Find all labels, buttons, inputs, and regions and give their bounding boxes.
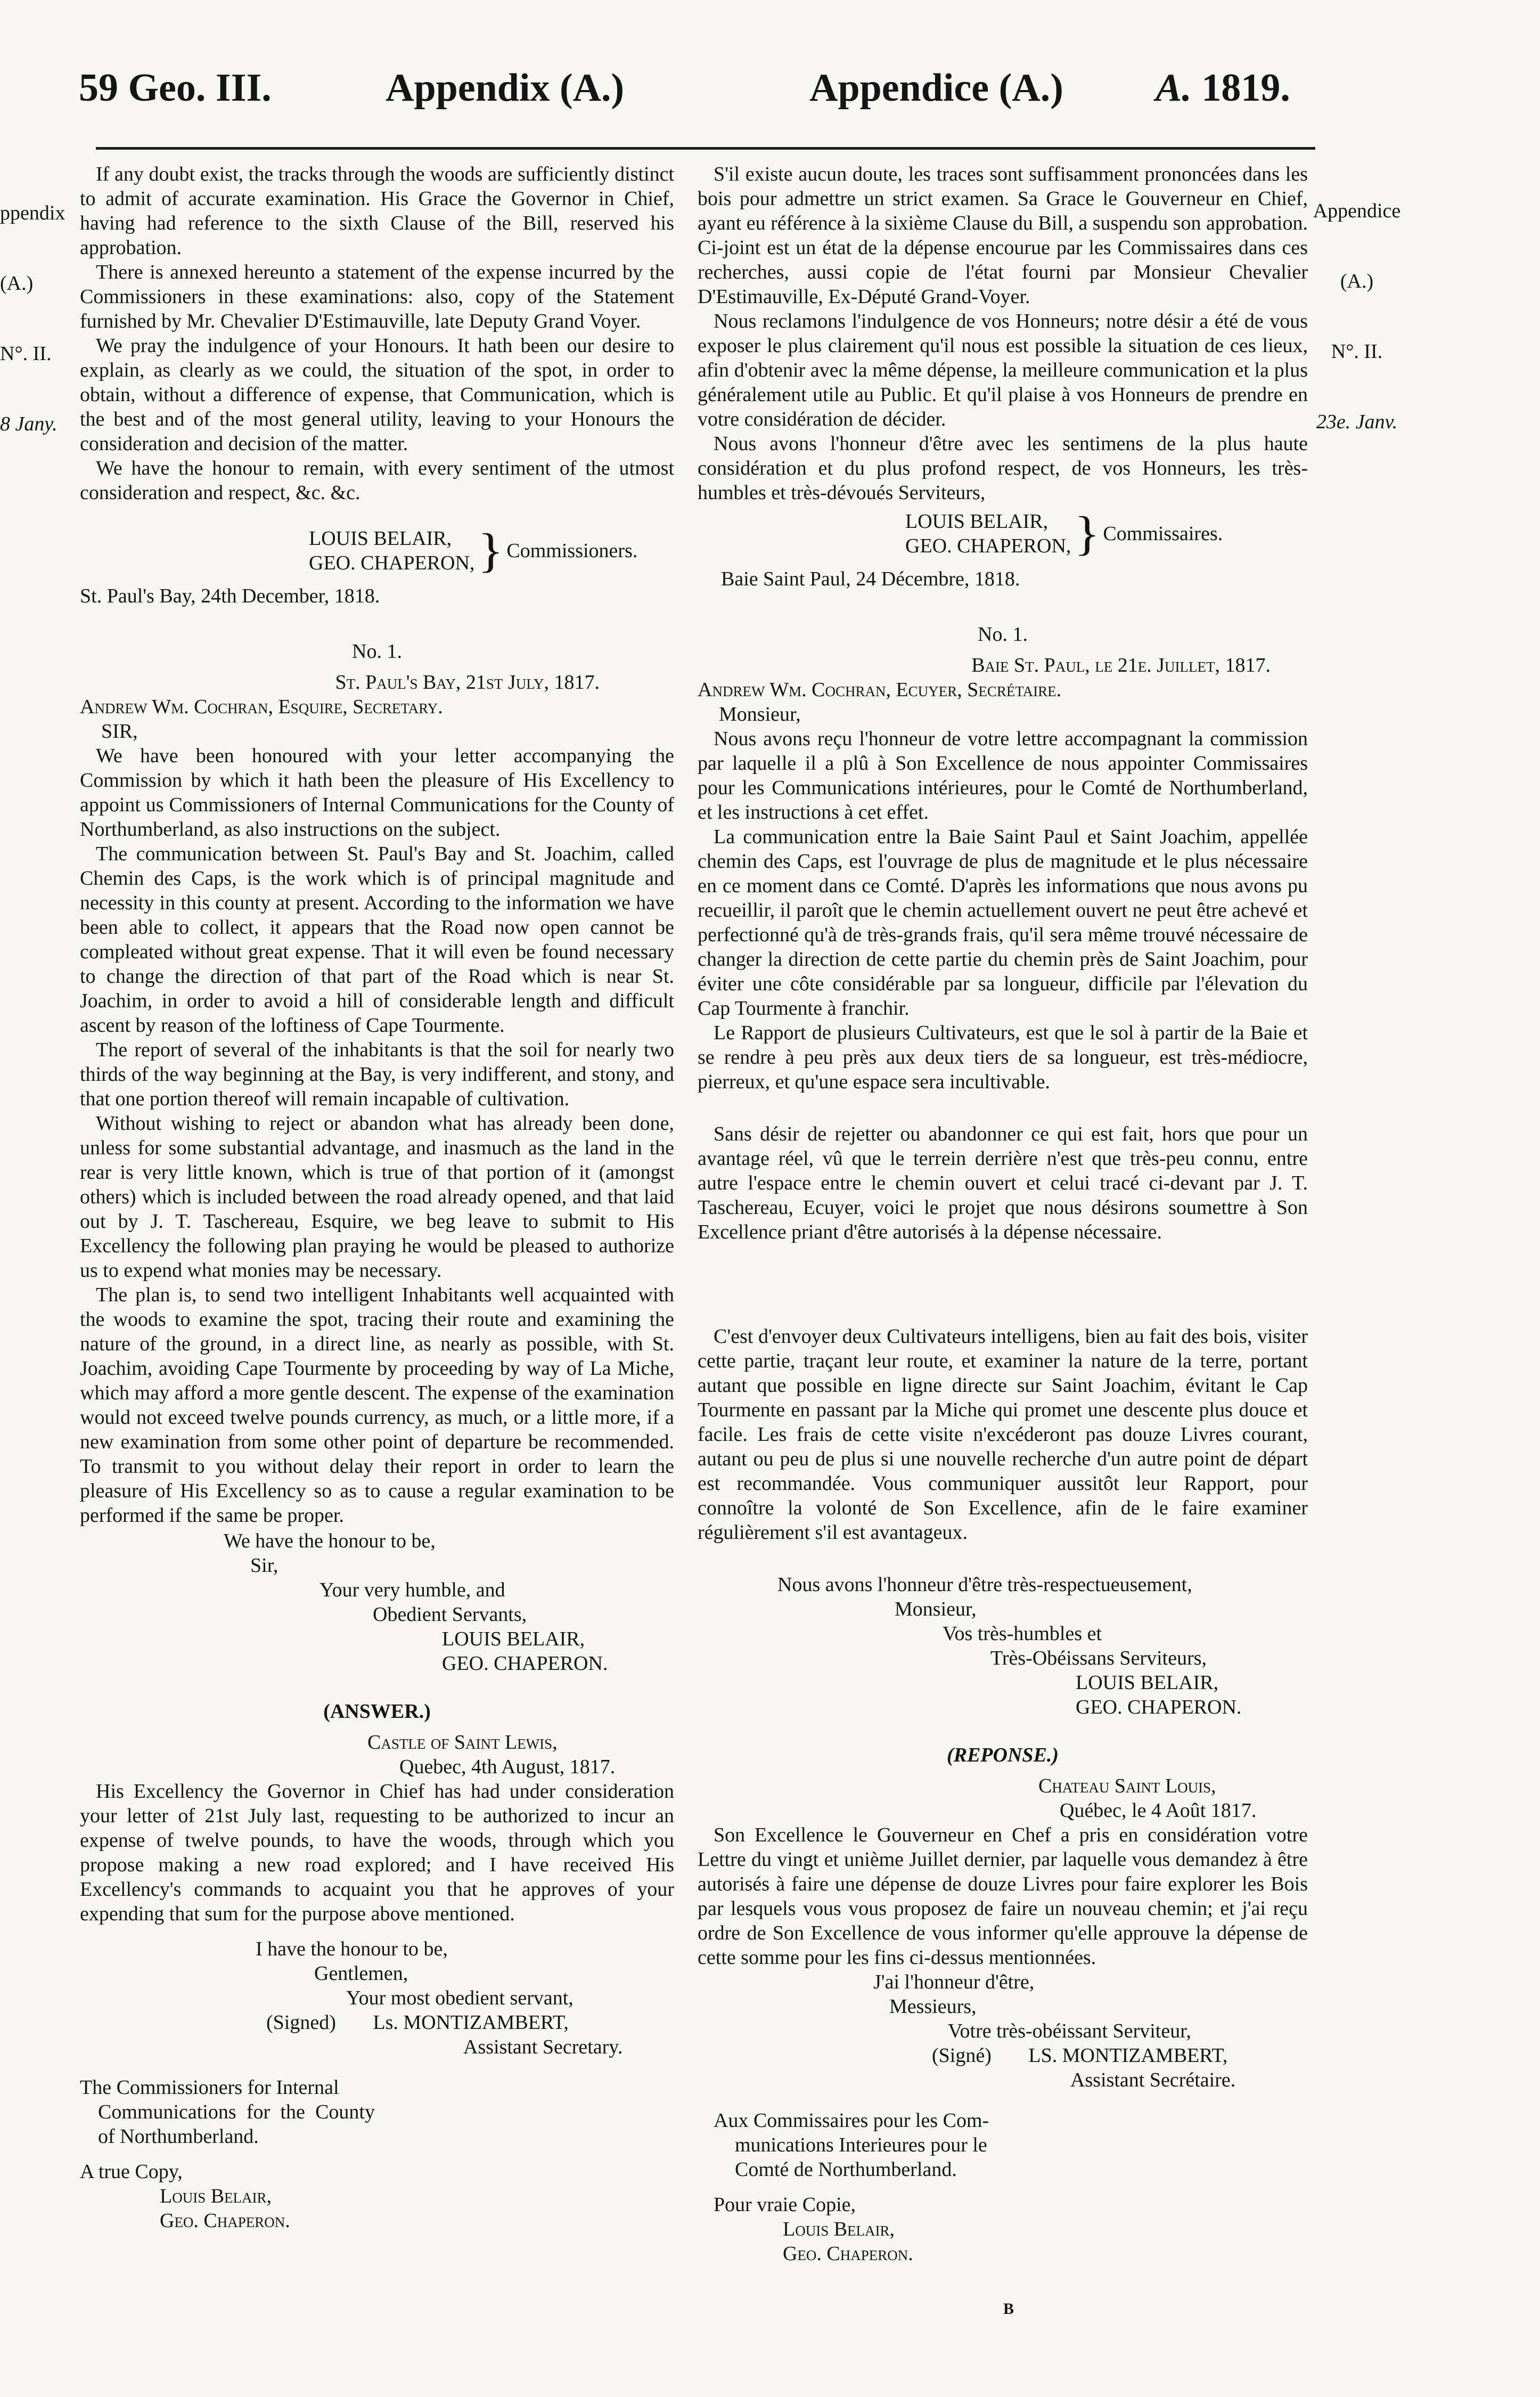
closing-line: I have the honour to be, (256, 1938, 448, 1960)
answer-paragraph: His Excellency the Governor in Chief has had under consideration your letter of 21st July last, requesting to be authorized to incur an expense of twelve pounds, to have the woods, through which you propose making a new road explored; and I have received His Excellency's commands to acquaint you that he approves of your expending that sum for the purpose above mentioned. (80, 1780, 674, 1925)
answer-place: Chateau Saint Louis, (1038, 1775, 1216, 1797)
answer-date: Quebec, 4th August, 1817. (399, 1756, 616, 1778)
letter-paragraph: The plan is, to send two intelligent Inhabitants well acquainted with the woods to examine the spot, tracing their route and examining the nature of the ground, in a direct line, as nearly as possible, with St. Joachim, avoiding Cape Tourmente by proceeding by way of La Miche, which may afford a more gentle descent. The expense of the examination would not exceed twelve pounds currency, as much, or a little more, if a new examination from some other point of departure be recommended. To transmit to you without delay their report in order to learn the pleasure of His Excellency so as to cause a regular examination to be performed if the same be proper. (80, 1284, 674, 1527)
year-prefix: A. (1156, 66, 1192, 110)
margin-line: (A.) (0, 272, 34, 295)
letter-paragraph: Le Rapport de plusieurs Cultivateurs, est que le sol à partir de la Baie et se rendre à peu près aux deux tiers de sa longueur, est très-médiocre, pierreux, et qu'une espace sera incultivable. (698, 1022, 1308, 1093)
letter-paragraph: Without wishing to reject or abandon what has already been done, unless for some substantial advantage, and inasmuch as the land in the rear is very little known, which is true of that portion of it (amongst others) which is included between the road already opened, and that laid out by J. T. Taschereau, Esquire, we beg leave to submit to His Excellency the following plan praying he would be pleased to authorize us to expend what monies may be necessary. (80, 1112, 674, 1282)
signatory-role: Assistant Secretary. (463, 2036, 623, 2058)
answer-place: Castle of Saint Lewis, (367, 1731, 558, 1754)
intro-paragraph: We have the honour to remain, with every sentiment of the utmost consideration and respect, &c. &c. (80, 457, 674, 504)
signed-label: (Signé) (932, 2044, 992, 2067)
addressee: Andrew Wm. Cochran, Esquire, Secretary. (80, 696, 443, 718)
closing-line: Très-Obéissans Serviteurs, (990, 1647, 1207, 1669)
letter-paragraph: C'est d'envoyer deux Cultivateurs intelligens, bien au fait des bois, visiter cette partie, traçant leur route, et examiner la nature de la terre, portant autant que possible en ligne directe sur Saint Joachim, évitant le Cap Tourmente en passant par la Miche qui promet une descente plus douce et facile. Les frais de cette visite n'excéderont pas douze Livres courant, autant ou peu de plus si une nouvelle recherche d'un autre point de départ est recommandée. Vous communiquer aussitôt leur Rapport, pour connoître la volonté de Son Excellence, afin de le faire examiner régulièrement s'il est avantageux. (698, 1325, 1308, 1544)
closing-line: Nous avons l'honneur d'être très-respectueusement, (777, 1573, 1192, 1596)
place-date: Baie Saint Paul, 24 Décembre, 1818. (721, 568, 1020, 590)
closing-line: Sir, (250, 1554, 278, 1577)
margin-line: (A.) (1340, 270, 1374, 292)
commissioner-name: GEO. CHAPERON, (309, 552, 475, 574)
commissioner-name: GEO. CHAPERON, (905, 535, 1071, 557)
appendix-title-english: Appendix (A.) (386, 66, 625, 110)
answer-title: (ANSWER.) (323, 1700, 431, 1723)
commissioners-signature (309, 524, 674, 577)
true-copy-label: A true Copy, (80, 2160, 183, 2183)
closing-line: Gentlemen, (314, 1962, 408, 1985)
intro-paragraph: We pray the indulgence of your Honours. It hath been our desire to explain, as clearly as we could, the situation of the spot, in order to obtain, without a difference of expense, that Communication, which is the best and of the most general utility, leaving to your Honours the consideration and decision of the matter. (80, 335, 674, 455)
intro-paragraph: S'il existe aucun doute, les traces sont suffisamment prononcées dans les bois pour admettre un strict examen. Sa Grace le Gouverneur en Chief, ayant eu référence à la sixième Clause du Bill, a suspendu son approbation. Ci-joint est un état de la dépense encourue par les Commissaires dans ces recherches, aussi copie de l'état fourni par Monsieur Chevalier D'Estimauville, Ex-Député Grand-Voyer. (698, 163, 1308, 308)
place-date: St. Paul's Bay, 24th December, 1818. (80, 585, 380, 607)
letter-closing (80, 1529, 674, 1676)
brace-glyph: } (1074, 507, 1100, 560)
commissioner-name: LOUIS BELAIR, (905, 510, 1048, 533)
session-label: 59 Geo. III. (79, 66, 272, 110)
signed-label: (Signed) (266, 2011, 336, 2034)
closing-line: Obedient Servants, (373, 1603, 527, 1626)
true-copy-label: Pour vraie Copie, (714, 2194, 856, 2216)
closing-line: Vos très-humbles et (943, 1623, 1102, 1645)
closing-line: Messieurs, (889, 1995, 977, 2018)
letter-closing (698, 1572, 1308, 1719)
intro-paragraph: If any doubt exist, the tracks through the woods are sufficiently distinct to admit of accurate examination. His Grace the Governor in Chief, having had reference to the sixth Clause of the Bill, reserved his approbation. (80, 163, 674, 259)
answer-closing (698, 1970, 1308, 2092)
signatory-role: Assistant Secrétaire. (1070, 2069, 1236, 2091)
document-number: No. 1. (978, 623, 1028, 646)
header-rule (96, 147, 1315, 150)
right-margin-note (1304, 152, 1410, 457)
year-label (1156, 68, 1290, 108)
commissioner-name: LOUIS BELAIR, (309, 527, 452, 550)
french-column (698, 162, 1308, 2266)
closing-line: Votre très-obéissant Serviteur, (948, 2020, 1191, 2042)
commissioners-signature (905, 507, 1308, 560)
recipient-line: Comté de Northumberland. (735, 2158, 957, 2181)
letter-paragraph: The communication between St. Paul's Bay and St. Joachim, called Chemin des Caps, is the work which is of principal magnitude and necessity in this county at present. According to the information we have been able to collect, it appears that the Road now open cannot be compleated without great expense. That it will even be found necessary to change the direction of that part of the Road which is near St. Joachim, in order to avoid a hill of considerable length and difficult ascent by reason of the loftiness of Cape Tourmente. (80, 843, 674, 1037)
answer-signature-line (698, 2043, 1308, 2068)
appendix-title-french: Appendice (A.) (809, 66, 1063, 110)
left-margin-note (0, 154, 65, 459)
answer-recipient (698, 2108, 1308, 2182)
margin-line: ppendix (0, 202, 65, 224)
margin-line: N°. II. (1331, 340, 1383, 363)
margin-line: 8 Jany. (0, 413, 58, 435)
intro-paragraph: Nous reclamons l'indulgence de vos Honneurs; notre désir a été de vous exposer le plus clairement qu'il nous est possible la situation de ces lieux, afin d'obtenir avec la même dépense, la meilleure communication et la plus généralement utile au Public. Et qu'il plaise à vos Honneurs de prendre en votre considération de décider. (698, 310, 1308, 430)
closing-line: Monsieur, (895, 1598, 977, 1620)
year-value: 1819. (1201, 66, 1290, 110)
answer-signature-line (80, 2010, 674, 2035)
true-copy-block (698, 2192, 1308, 2266)
answer-closing (80, 1937, 674, 2059)
letter-dateline: St. Paul's Bay, 21st July, 1817. (335, 671, 600, 694)
letter-dateline: Baie St. Paul, le 21e. Juillet, 1817. (971, 654, 1271, 676)
signature-mark: B (1003, 2300, 1014, 2318)
intro-paragraph: Nous avons l'honneur d'être avec les sentimens de la plus haute considération et du plus profond respect, de vos Honneurs, les très-humbles et très-dévoués Serviteurs, (698, 433, 1308, 504)
recipient-line: Communications for the County of Northumberland. (98, 2101, 375, 2148)
letter-paragraph: La communication entre la Baie Saint Paul et Saint Joachim, appellée chemin des Caps, est l'ouvrage de plus de magnitude et le plus nécessaire en ce moment dans ce Comté. D'après les informations que nous avons pu recueillir, il paroît que le chemin actuellement ouvert ne peut être achevé et perfectionné qu'à de très-grands frais, qu'il sera même trouvé nécessaire de changer la direction de cette partie du chemin près de Saint Joachim, pour éviter une côte considérable par sa longueur, difficile par l'élevation du Cap Tourmente à franchir. (698, 826, 1308, 1020)
answer-paragraph: Son Excellence le Gouverneur en Chef a pris en considération votre Lettre du vingt et unième Juillet dernier, par laquelle vous demandez à être autorisés à faire une dépense de douze Livres pour faire explorer les Bois par lesquels vous vous proposez de faire un nouveau chemin; et j'ai reçu ordre de Son Excellence de vous informer qu'elle approuve la dépense de cette somme pour les fins ci-dessus mentionnées. (698, 1824, 1308, 1969)
closing-line: LOUIS BELAIR, (1076, 1672, 1219, 1694)
intro-paragraph: There is annexed hereunto a statement of the expense incurred by the Commissioners in these examinations: also, copy of the Statement furnished by Mr. Chevalier D'Estimauville, late Deputy Grand Voyer. (80, 261, 674, 332)
document-number: No. 1. (352, 640, 402, 663)
copy-name: Geo. Chaperon. (160, 2210, 290, 2232)
answer-date: Québec, le 4 Août 1817. (1060, 1799, 1257, 1822)
signatory-name: LS. MONTIZAMBERT, (1028, 2044, 1228, 2067)
closing-line: GEO. CHAPERON. (1076, 1696, 1242, 1718)
closing-line: Your most obedient servant, (346, 1987, 574, 2009)
commissioners-role: Commissioners. (506, 540, 638, 562)
true-copy-block (80, 2159, 674, 2233)
answer-title: (REPONSE.) (946, 1744, 1059, 1766)
closing-line: We have the honour to be, (224, 1530, 436, 1552)
letter-paragraph: The report of several of the inhabitants is that the soil for nearly two thirds of the way beginning at the Bay, is very indifferent, and stony, and that one portion thereof will remain incapable of cultivation. (80, 1039, 674, 1110)
salutation: SIR, (101, 720, 138, 743)
signatory-name: Ls. MONTIZAMBERT, (373, 2011, 569, 2034)
closing-line: J'ai l'honneur d'être, (873, 1971, 1035, 1993)
english-column (80, 162, 674, 2233)
margin-line: 23e. Janv. (1316, 411, 1398, 433)
closing-line: GEO. CHAPERON. (442, 1652, 608, 1675)
copy-name: Geo. Chaperon. (783, 2243, 913, 2265)
letter-paragraph: Nous avons reçu l'honneur de votre lettre accompagnant la commission par laquelle il a plû à Son Excellence de nous appointer Commissaires pour les Communications intérieures, pour le Comté de Northumberland, et les instructions à cet effet. (698, 728, 1308, 824)
closing-line: LOUIS BELAIR, (442, 1628, 585, 1650)
addressee: Andrew Wm. Cochran, Ecuyer, Secrétaire. (698, 679, 1062, 701)
recipient-line: Aux Commissaires pour les Com- (714, 2109, 989, 2132)
letter-paragraph: Sans désir de rejetter ou abandonner ce qui est fait, hors que pour un avantage réel, vû que le terrein derrière n'est que très-peu connu, entre autre l'espace entre le chemin ouvert et celui tracé ci-devant par J. T. Taschereau, Ecuyer, voici le projet que nous désirons soumettre à Son Excellence priant d'être autorisés à la dépense nécessaire. (698, 1123, 1308, 1243)
salutation: Monsieur, (719, 703, 801, 725)
margin-line: N°. II. (0, 343, 52, 365)
commissioners-role: Commissaires. (1103, 523, 1223, 545)
copy-name: Louis Belair, (160, 2185, 272, 2207)
closing-line: Your very humble, and (320, 1579, 505, 1601)
copy-name: Louis Belair, (783, 2218, 895, 2240)
answer-recipient (80, 2075, 674, 2149)
margin-line: Appendice (1313, 200, 1401, 222)
recipient-line: munications Interieures pour le (735, 2134, 987, 2156)
brace-glyph: } (478, 524, 504, 577)
letter-paragraph: We have been honoured with your letter accompanying the Commission by which it hath been the pleasure of His Excellency to appoint us Commissioners of Internal Communications for the County of Northumberland, as also instructions on the subject. (80, 745, 674, 841)
recipient-line: The Commissioners for Internal (80, 2076, 339, 2099)
